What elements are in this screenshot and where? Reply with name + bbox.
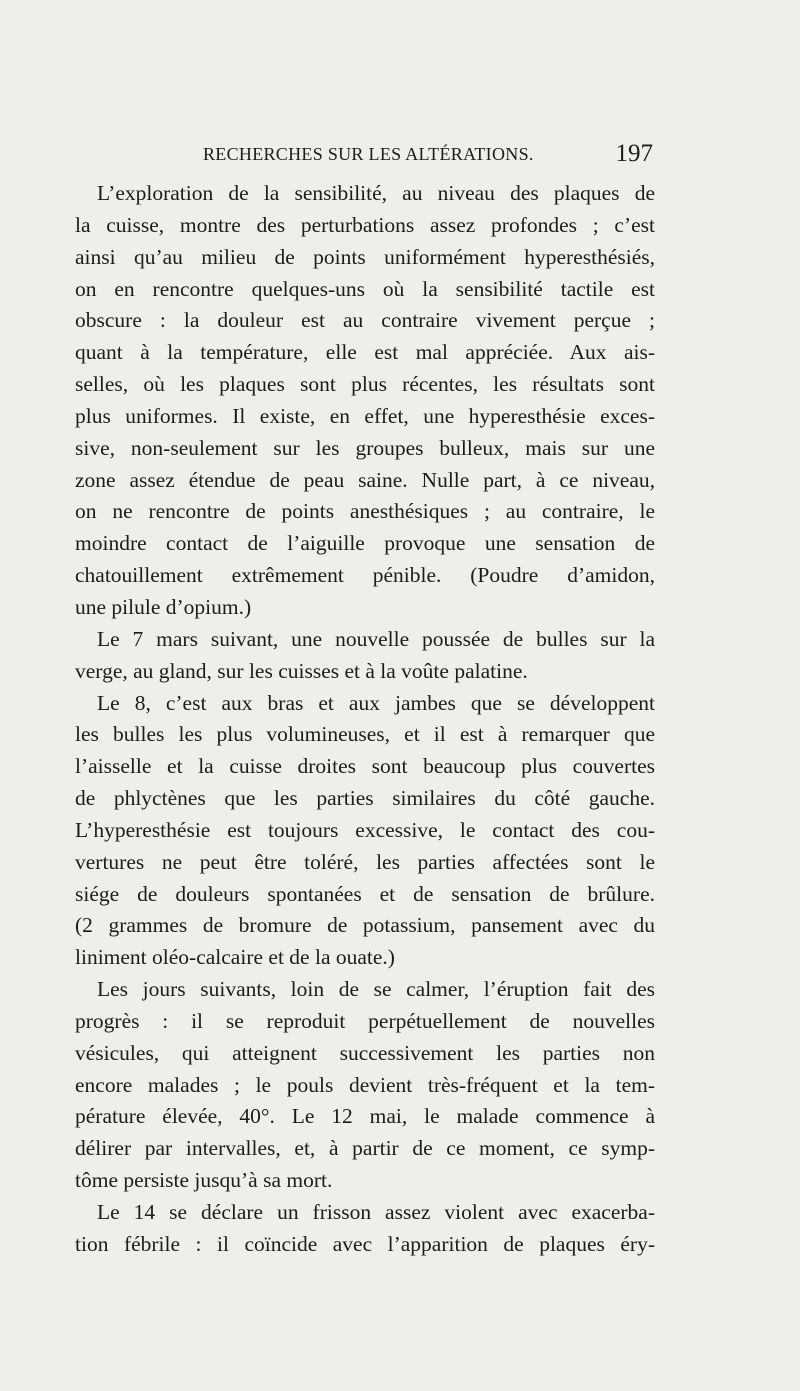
text-line: les bulles les plus volumineuses, et il est à remarquer que bbox=[75, 722, 655, 747]
text-line: tôme persiste jusqu’à sa mort. bbox=[75, 1168, 333, 1193]
text-line: Le 7 mars suivant, une nouvelle poussée de bulles sur la bbox=[97, 626, 655, 651]
text-line: ainsi qu’au milieu de points uniformément hyperesthésiés, bbox=[75, 244, 655, 269]
page-number: 197 bbox=[615, 140, 653, 167]
running-title: RECHERCHES SUR LES ALTÉRATIONS. bbox=[203, 144, 534, 164]
text-line: quant à la température, elle est mal appréciée. Aux ais- bbox=[75, 340, 655, 365]
text-line: Les jours suivants, loin de se calmer, l’éruption fait des bbox=[97, 977, 655, 1002]
text-line: on en rencontre quelques-uns où la sensibilité tactile est bbox=[75, 276, 655, 301]
text-line: L’hyperesthésie est toujours excessive, le contact des cou- bbox=[75, 817, 655, 842]
text-line: Le 14 se déclare un frisson assez violent avec exacerba- bbox=[97, 1200, 655, 1224]
text-line: moindre contact de l’aiguille provoque une sensation de bbox=[75, 531, 655, 556]
text-line: verge, au gland, sur les cuisses et à la voûte palatine. bbox=[75, 658, 528, 683]
text-line: délirer par intervalles, et, à partir de ce moment, ce symp- bbox=[75, 1136, 655, 1161]
text-line: siége de douleurs spontanées et de sensation de brûlure. bbox=[75, 881, 655, 906]
text-line: de phlyctènes que les parties similaires du côté gauche. bbox=[75, 786, 655, 811]
text-line: chatouillement extrêmement pénible. (Poudre d’amidon, bbox=[75, 563, 655, 588]
body-text bbox=[75, 178, 655, 1261]
text-line: progrès : il se reproduit perpétuellement de nouvelles bbox=[75, 1008, 655, 1033]
text-line: pérature élevée, 40°. Le 12 mai, le malade commence à bbox=[75, 1104, 655, 1129]
text-line: (2 grammes de bromure de potassium, pansement avec du bbox=[75, 913, 655, 938]
text-line: obscure : la douleur est au contraire vivement perçue ; bbox=[75, 308, 655, 333]
text-line: L’exploration de la sensibilité, au niveau des plaques de bbox=[97, 181, 655, 205]
text-line: liniment oléo-calcaire et de la ouate.) bbox=[75, 945, 395, 970]
text-line: Le 8, c’est aux bras et aux jambes que se développent bbox=[97, 690, 655, 715]
running-head bbox=[203, 140, 653, 170]
text-line: l’aisselle et la cuisse droites sont beaucoup plus couvertes bbox=[75, 754, 655, 779]
text-line: zone assez étendue de peau saine. Nulle part, à ce niveau, bbox=[75, 467, 655, 492]
text-line: on ne rencontre de points anesthésiques ; au contraire, le bbox=[75, 499, 655, 524]
text-line: selles, où les plaques sont plus récentes, les résultats sont bbox=[75, 372, 655, 397]
text-line: vésicules, qui atteignent successivement les parties non bbox=[75, 1040, 655, 1065]
text-line: une pilule d’opium.) bbox=[75, 594, 252, 619]
text-line: plus uniformes. Il existe, en effet, une hyperesthésie exces- bbox=[75, 403, 655, 428]
text-line: la cuisse, montre des perturbations assez profondes ; c’est bbox=[75, 212, 655, 237]
text-line: encore malades ; le pouls devient très-fréquent et la tem- bbox=[75, 1072, 655, 1097]
text-line: tion fébrile : il coïncide avec l’apparition de plaques éry- bbox=[75, 1231, 655, 1256]
text-line: vertures ne peut être toléré, les parties affectées sont le bbox=[75, 849, 655, 874]
text-line: sive, non-seulement sur les groupes bulleux, mais sur une bbox=[75, 435, 655, 460]
